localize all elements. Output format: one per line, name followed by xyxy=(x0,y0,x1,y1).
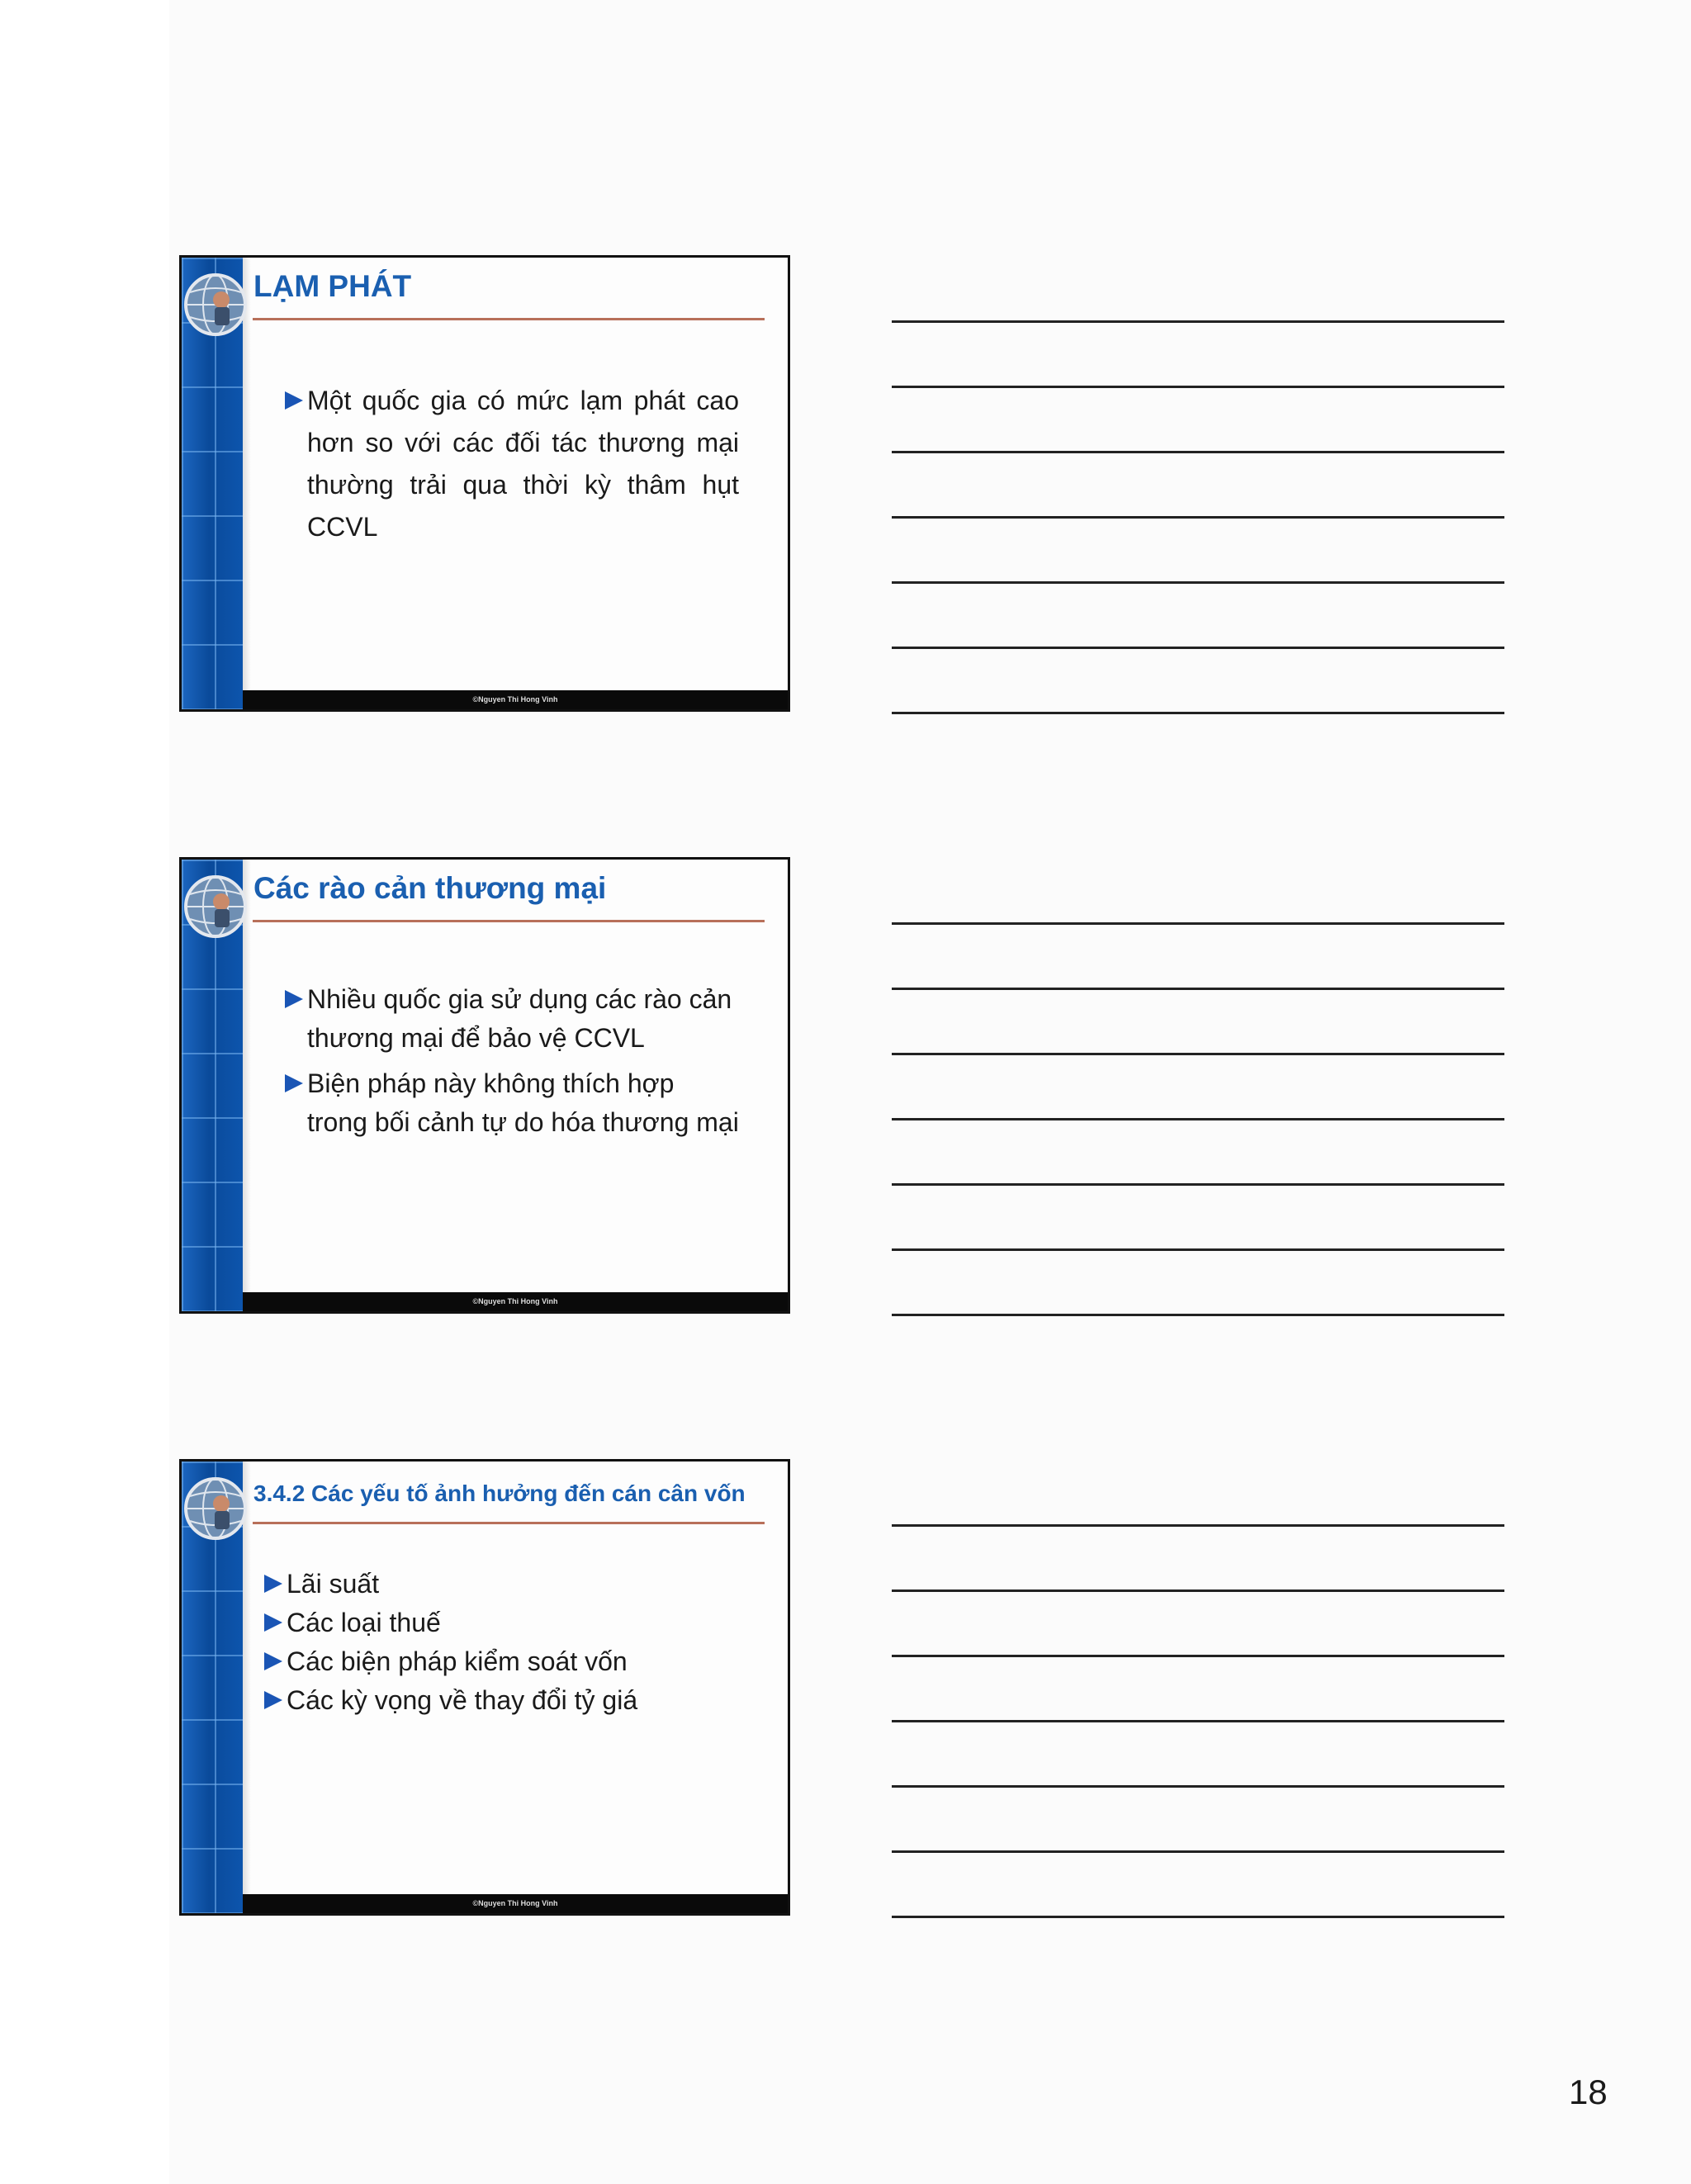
note-line xyxy=(892,712,1504,714)
slide-title: Các rào cản thương mại xyxy=(253,871,607,905)
globe-logo-icon xyxy=(182,271,249,339)
title-divider xyxy=(253,318,765,320)
slide-title: 3.4.2 Các yếu tố ảnh hưởng đến cán cân vốn xyxy=(253,1480,746,1506)
slide-footer: ©Nguyen Thi Hong Vinh xyxy=(243,1894,788,1913)
bullet-list xyxy=(285,380,739,548)
bullet-list xyxy=(285,980,739,1142)
slide-2 xyxy=(179,857,790,1314)
note-line xyxy=(892,451,1504,453)
note-line xyxy=(892,1183,1504,1186)
slide-footer: ©Nguyen Thi Hong Vinh xyxy=(243,1292,788,1311)
title-divider xyxy=(253,1522,765,1524)
note-line xyxy=(892,320,1504,323)
note-line xyxy=(892,386,1504,388)
note-line xyxy=(892,1053,1504,1055)
triangle-bullet-icon xyxy=(285,1074,303,1092)
list-item: Lãi suất xyxy=(264,1565,760,1604)
triangle-bullet-icon xyxy=(285,990,303,1008)
note-line xyxy=(892,988,1504,990)
list-item: Nhiều quốc gia sử dụng các rào cản thương mại để bảo vệ CCVL xyxy=(285,980,739,1058)
note-line xyxy=(892,1720,1504,1722)
slide-3 xyxy=(179,1459,790,1916)
globe-logo-icon xyxy=(182,873,249,940)
note-line xyxy=(892,1785,1504,1788)
note-line xyxy=(892,1248,1504,1251)
note-line xyxy=(892,1589,1504,1592)
triangle-bullet-icon xyxy=(264,1691,282,1709)
title-divider xyxy=(253,920,765,922)
triangle-bullet-icon xyxy=(264,1652,282,1670)
list-item: Một quốc gia có mức lạm phát cao hơn so với các đối tác thương mại thường trải qua thời kỳ thâm hụt CCVL xyxy=(285,380,739,548)
triangle-bullet-icon xyxy=(264,1613,282,1632)
note-line xyxy=(892,922,1504,925)
list-item: Biện pháp này không thích hợp trong bối cảnh tự do hóa thương mại xyxy=(285,1064,739,1142)
slide-1 xyxy=(179,255,790,712)
note-line xyxy=(892,647,1504,649)
note-line xyxy=(892,1850,1504,1853)
note-line xyxy=(892,1916,1504,1918)
note-line xyxy=(892,1118,1504,1120)
note-line xyxy=(892,1314,1504,1316)
list-item: Các biện pháp kiểm soát vốn xyxy=(264,1642,760,1681)
slide-footer: ©Nguyen Thi Hong Vinh xyxy=(243,690,788,709)
bullet-list xyxy=(264,1565,760,1720)
note-line xyxy=(892,581,1504,584)
list-item: Các loại thuế xyxy=(264,1604,760,1642)
note-line xyxy=(892,516,1504,519)
globe-logo-icon xyxy=(182,1475,249,1542)
triangle-bullet-icon xyxy=(264,1575,282,1593)
list-item: Các kỳ vọng về thay đổi tỷ giá xyxy=(264,1681,760,1720)
slide-title: LẠM PHÁT xyxy=(253,269,412,303)
triangle-bullet-icon xyxy=(285,391,303,410)
note-line xyxy=(892,1655,1504,1657)
note-line xyxy=(892,1524,1504,1527)
page-number: 18 xyxy=(1569,2073,1608,2111)
